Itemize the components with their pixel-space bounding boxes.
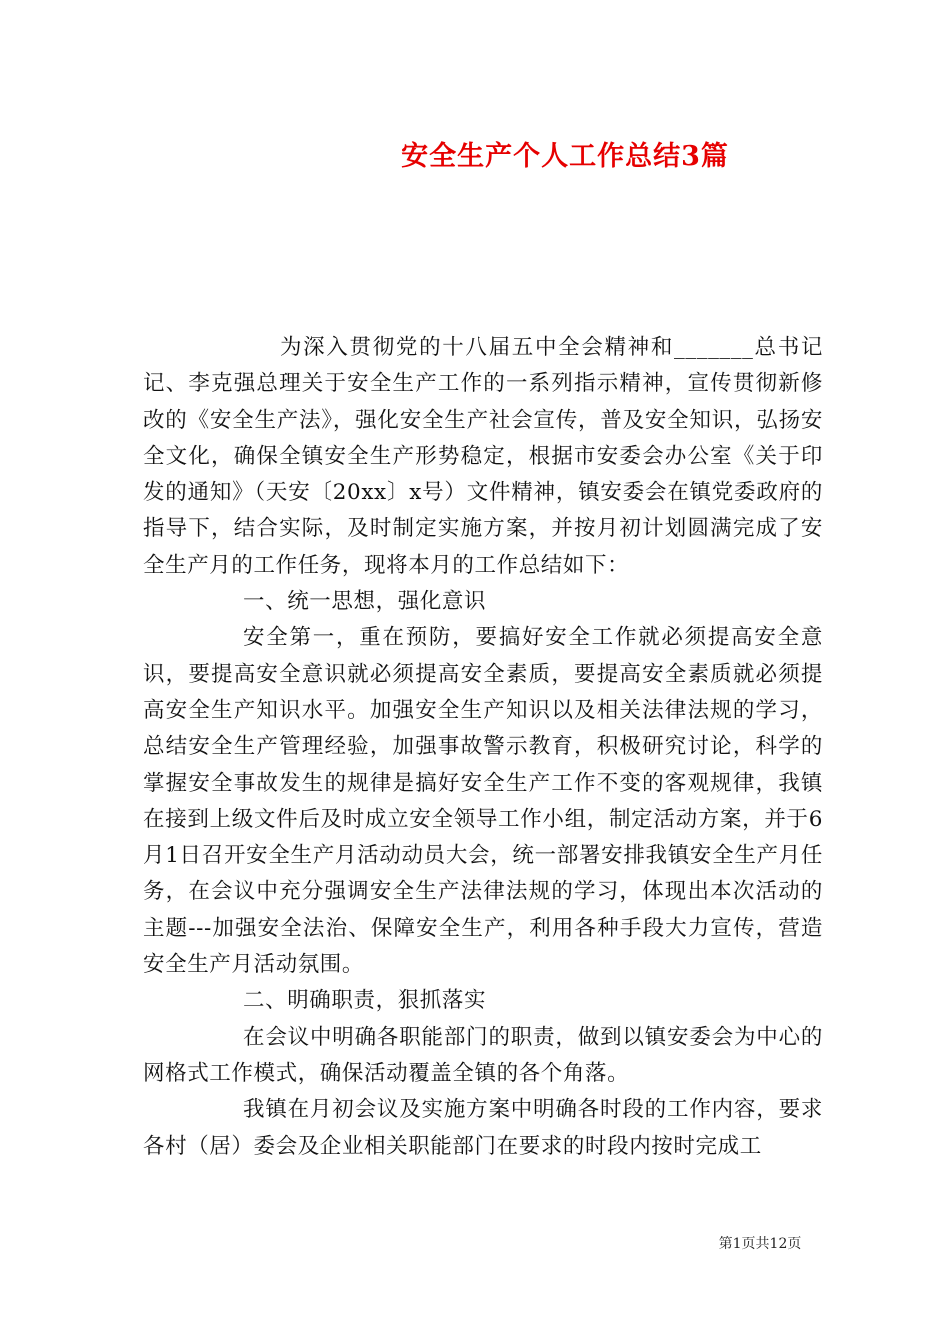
paragraph-intro: 为深入贯彻党的十八届五中全会精神和_______总书记记、李克强总理关于安全生产工作的一系列指示精神，宣传贯彻新修改的《安全生产法》，强化安全生产社会宣传，普及安全知识，弘扬安全文化，确保全镇安全生产形势稳定，根据市安委会办公室《关于印发的通知》（天安〔20xx〕x号）文件精神，镇安委会在镇党委政府的指导下，结合实际，及时制定实施方案，并按月初计划圆满完成了安全生产月的工作任务，现将本月的工作总结如下：: [143, 335, 823, 578]
section-heading-1: 一、统一思想，强化意识: [243, 589, 487, 615]
paragraph-section-1: 安全第一，重在预防，要搞好安全工作就必须提高安全意识，要提高安全意识就必须提高安全素质，要提高安全素质就必须提高安全生产知识水平。加强安全生产知识以及相关法律法规的学习，总结安全生产管理经验，加强事故警示教育，积极研究讨论，科学的掌握安全事故发生的规律是搞好安全生产工作不变的客观规律，我镇在接到上级文件后及时成立安全领导工作小组，制定活动方案，并于6月1日召开安全生产月活动动员大会，统一部署安排我镇安全生产月任务，在会议中充分强调安全生产法律法规的学习，体现出本次活动的主题---加强安全法治、保障安全生产，利用各种手段大力宣传，营造安全生产月活动氛围。: [143, 625, 823, 978]
document-body: [143, 330, 823, 1165]
paragraph-section-2b: 我镇在月初会议及实施方案中明确各时段的工作内容，要求各村（居）委会及企业相关职能部门在要求的时段内按时完成工: [143, 1097, 823, 1159]
paragraph-section-2a: 在会议中明确各职能部门的职责，做到以镇安委会为中心的网格式工作模式，确保活动覆盖全镇的各个角落。: [143, 1024, 823, 1086]
section-heading-2: 二、明确职责，狠抓落实: [243, 988, 487, 1014]
document-title: 安全生产个人工作总结3篇: [401, 141, 729, 172]
page-number: 第1页共12页: [718, 1236, 802, 1252]
